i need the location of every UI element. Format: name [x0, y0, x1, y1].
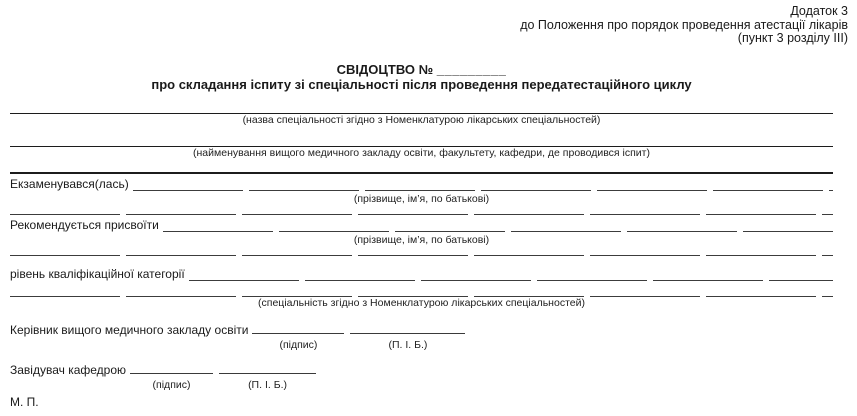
- institution-caption: (найменування вищого медичного закладу освіти, факультету, кафедри, де проводився іспит): [193, 147, 650, 160]
- head-department-label: Завідувач кафедрою: [10, 362, 127, 377]
- stamp-label: М. П.: [10, 394, 39, 409]
- specialty-caption: (назва спеціальності згідно з Номенклатурою лікарських спеціальностей): [242, 113, 601, 126]
- recommend-name-caption: (прізвище, ім’я, по батькові): [353, 233, 490, 246]
- clause-reference: (пункт 3 розділу III): [737, 31, 848, 45]
- certificate-number-blank: _________: [436, 61, 507, 77]
- category-specialty-caption: (спеціальність згідно з Номенклатурою лікарських спеціальностей): [258, 296, 585, 309]
- recommend-blank-line: [163, 231, 833, 232]
- document-header: [10, 5, 848, 46]
- head-institution-name-blank: [350, 332, 465, 334]
- institution-continuation-line: [10, 172, 833, 173]
- category-blank-line: [189, 280, 833, 281]
- head-department-name-blank: [219, 372, 316, 374]
- head-department-row: [10, 362, 833, 379]
- certificate-title-line: [10, 62, 833, 78]
- appendix-label: Додаток 3: [790, 4, 848, 18]
- category-row: [10, 266, 833, 283]
- recommend-row: [10, 217, 833, 234]
- head-institution-signature-blank: [252, 332, 344, 334]
- certificate-subtitle: про складання іспиту зі спеціальності після проведення передатестаційного циклу: [151, 77, 692, 92]
- examinee-blank-line: [133, 190, 833, 191]
- head-department-captions: [10, 379, 833, 392]
- pib-caption: (П. І. Б.): [388, 338, 428, 351]
- examinee-name-caption: (прізвище, ім’я, по батькові): [353, 192, 490, 205]
- pib-caption: (П. І. Б.): [248, 378, 287, 391]
- head-institution-row: [10, 322, 833, 339]
- recommend-continuation-line: [10, 255, 833, 256]
- head-institution-captions: [10, 339, 833, 352]
- examinee-label: Екзаменувався(лась): [10, 176, 129, 191]
- signature-caption: (підпис): [152, 378, 191, 391]
- examinee-continuation-line: [10, 214, 833, 215]
- signature-caption: (підпис): [279, 338, 318, 351]
- head-institution-label: Керівник вищого медичного закладу освіти: [10, 322, 249, 337]
- title-block: [10, 62, 833, 93]
- recommend-label: Рекомендується присвоїти: [10, 217, 159, 232]
- category-label: рівень кваліфікаційної категорії: [10, 266, 185, 281]
- head-department-signature-blank: [130, 372, 213, 374]
- regulation-reference: до Положення про порядок проведення атестації лікарів: [520, 17, 848, 32]
- certificate-title: СВІДОЦТВО №: [336, 61, 434, 77]
- examinee-row: [10, 176, 833, 193]
